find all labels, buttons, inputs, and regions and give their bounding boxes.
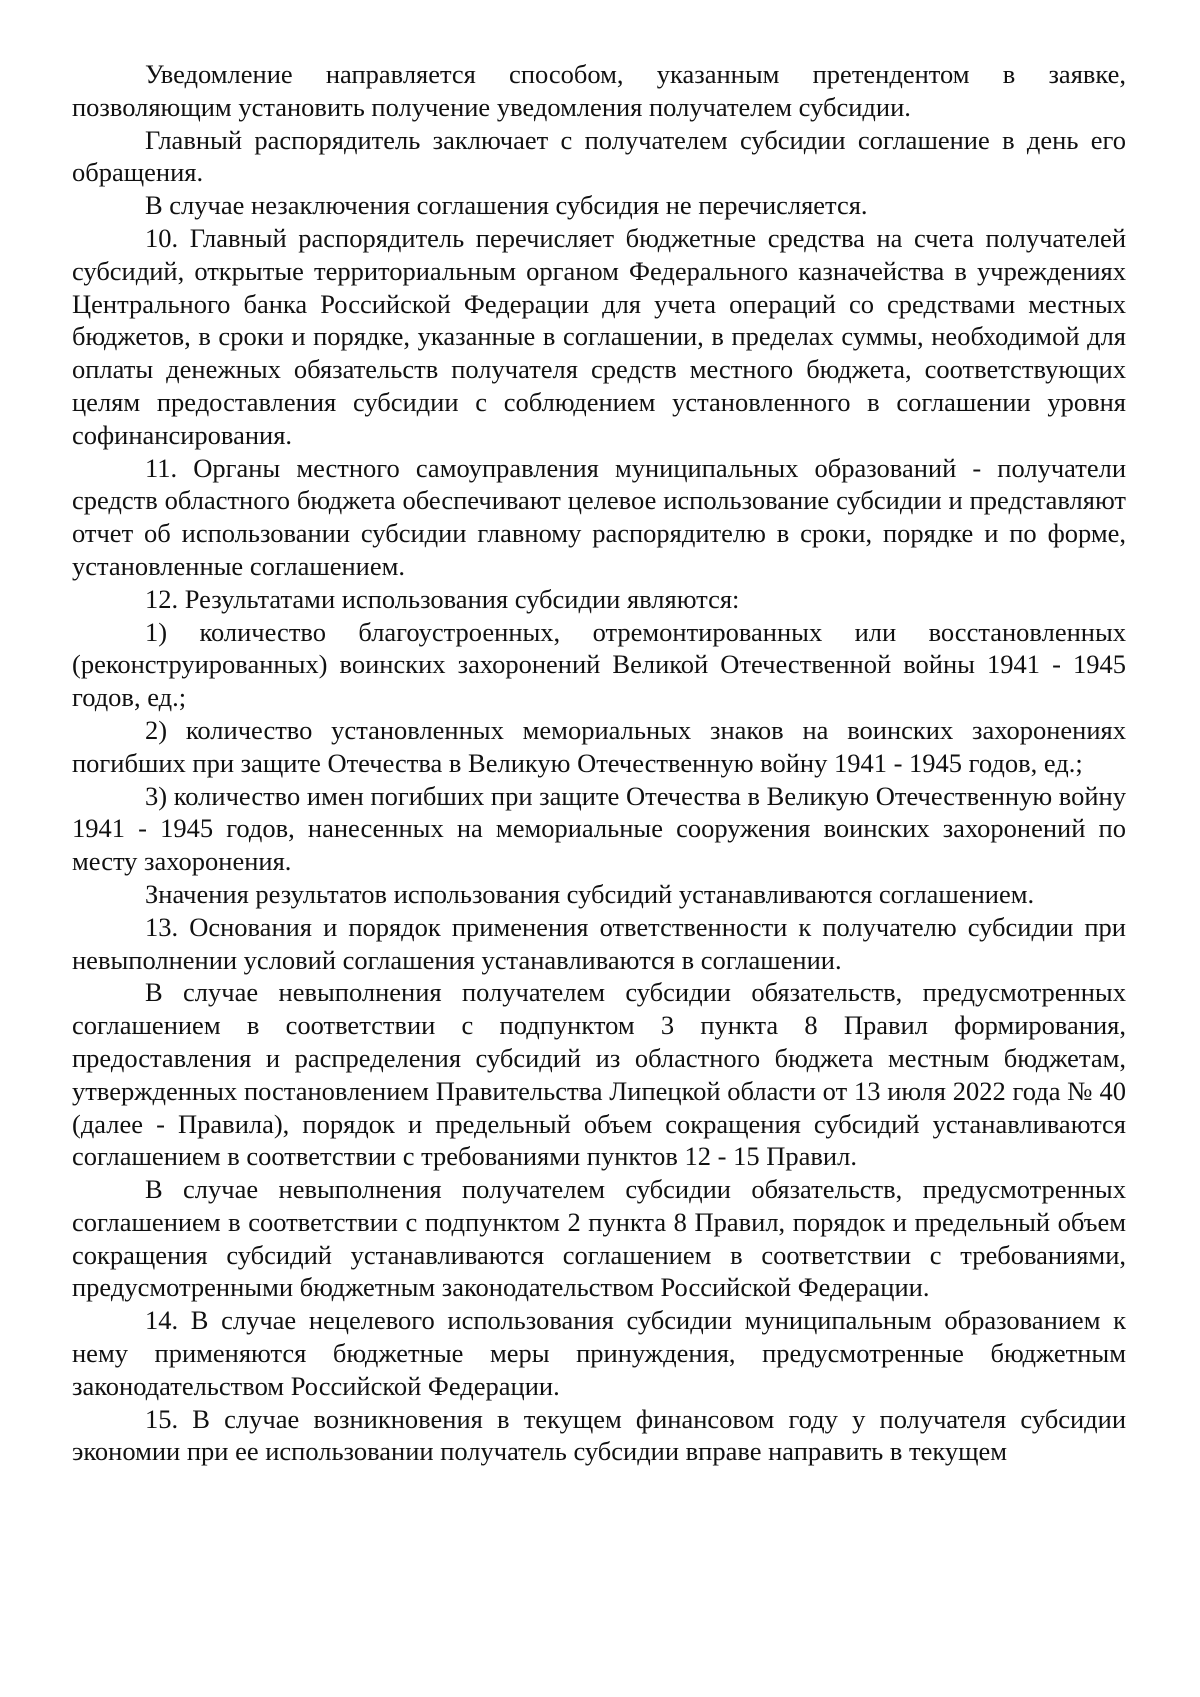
paragraph-no-agreement: В случае незаключения соглашения субсидия не перечисляется. xyxy=(145,190,868,221)
paragraph-item-13: 13. Основания и порядок применения ответственности к получателю субсидии при невыполнении условий соглашения устанавливаются в соглашении. xyxy=(72,911,1126,975)
paragraph-notification-method: Уведомление направляется способом, указанным претендентом в заявке, позволяющим установить получение уведомления получателем субсидии. xyxy=(72,59,1126,122)
document-page xyxy=(72,58,1126,1468)
paragraph-item-14: 14. В случае нецелевого использования субсидии муниципальным образованием к нему применяются бюджетные меры принуждения, предусмотренные бюджетным законодательством Российской Федерации. xyxy=(72,1305,1126,1401)
paragraph-item-15: 15. В случае возникновения в текущем финансовом году у получателя субсидии экономии при ее использовании получатель субсидии вправе направить в текущем xyxy=(72,1403,1126,1467)
paragraph-result-values: Значения результатов использования субсидий устанавливаются соглашением. xyxy=(145,878,1035,909)
paragraph-item-10: 10. Главный распорядитель перечисляет бюджетные средства на счета получателей субсидий, открытые территориальным органом Федерального казначейства в учреждениях Центрального банка Российской Федерации для учета операций со средствами местных бюджетов, в сроки и порядке, указанные в соглашении, в пределах суммы, необходимой для оплаты денежных обязательств получателя средств местного бюджета, соответствующих целям предоставления субсидии с соблюдением установленного в соглашении уровня софинансирования. xyxy=(72,222,1126,450)
paragraph-item-13-subitem-2: В случае невыполнения получателем субсидии обязательств, предусмотренных соглашением в соответствии с подпунктом 2 пункта 8 Правил, порядок и предельный объем сокращения субсидий устанавливаются соглашением в соответствии с требованиями, предусмотренными бюджетным законодательством Российской Федерации. xyxy=(72,1174,1126,1303)
paragraph-item-12: 12. Результатами использования субсидии являются: xyxy=(145,583,740,614)
paragraph-item-12-result-3: 3) количество имен погибших при защите Отечества в Великую Отечественную войну 1941 - 1945 годов, нанесенных на мемориальные сооружения воинских захоронений по месту захоронения. xyxy=(72,780,1126,877)
paragraph-item-11: 11. Органы местного самоуправления муниципальных образований - получатели средств областного бюджета обеспечивают целевое использование субсидии и представляют отчет об использовании субсидии главному распорядителю в сроки, порядке и по форме, установленные соглашением. xyxy=(72,452,1126,581)
paragraph-item-13-subitem-3: В случае невыполнения получателем субсидии обязательств, предусмотренных соглашением в соответствии с подпунктом 3 пункта 8 Правил формирования, предоставления и распределения субсидий из областного бюджета местным бюджетам, утвержденных постановлением Правительства Липецкой области от 13 июля 2022 года № 40 (далее - Правила), порядок и предельный объем сокращения субсидий устанавливаются соглашением в соответствии с требованиями пунктов 12 - 15 Правил. xyxy=(72,977,1126,1172)
paragraph-item-12-result-1: 1) количество благоустроенных, отремонтированных или восстановленных (реконструированных) воинских захоронений Великой Отечественной войны 1941 - 1945 годов, ед.; xyxy=(72,616,1126,713)
paragraph-item-12-result-2: 2) количество установленных мемориальных знаков на воинских захоронениях погибших при защите Отечества в Великую Отечественную войну 1941 - 1945 годов, ед.; xyxy=(72,714,1126,778)
paragraph-agreement-day: Главный распорядитель заключает с получателем субсидии соглашение в день его обращения. xyxy=(72,124,1126,188)
